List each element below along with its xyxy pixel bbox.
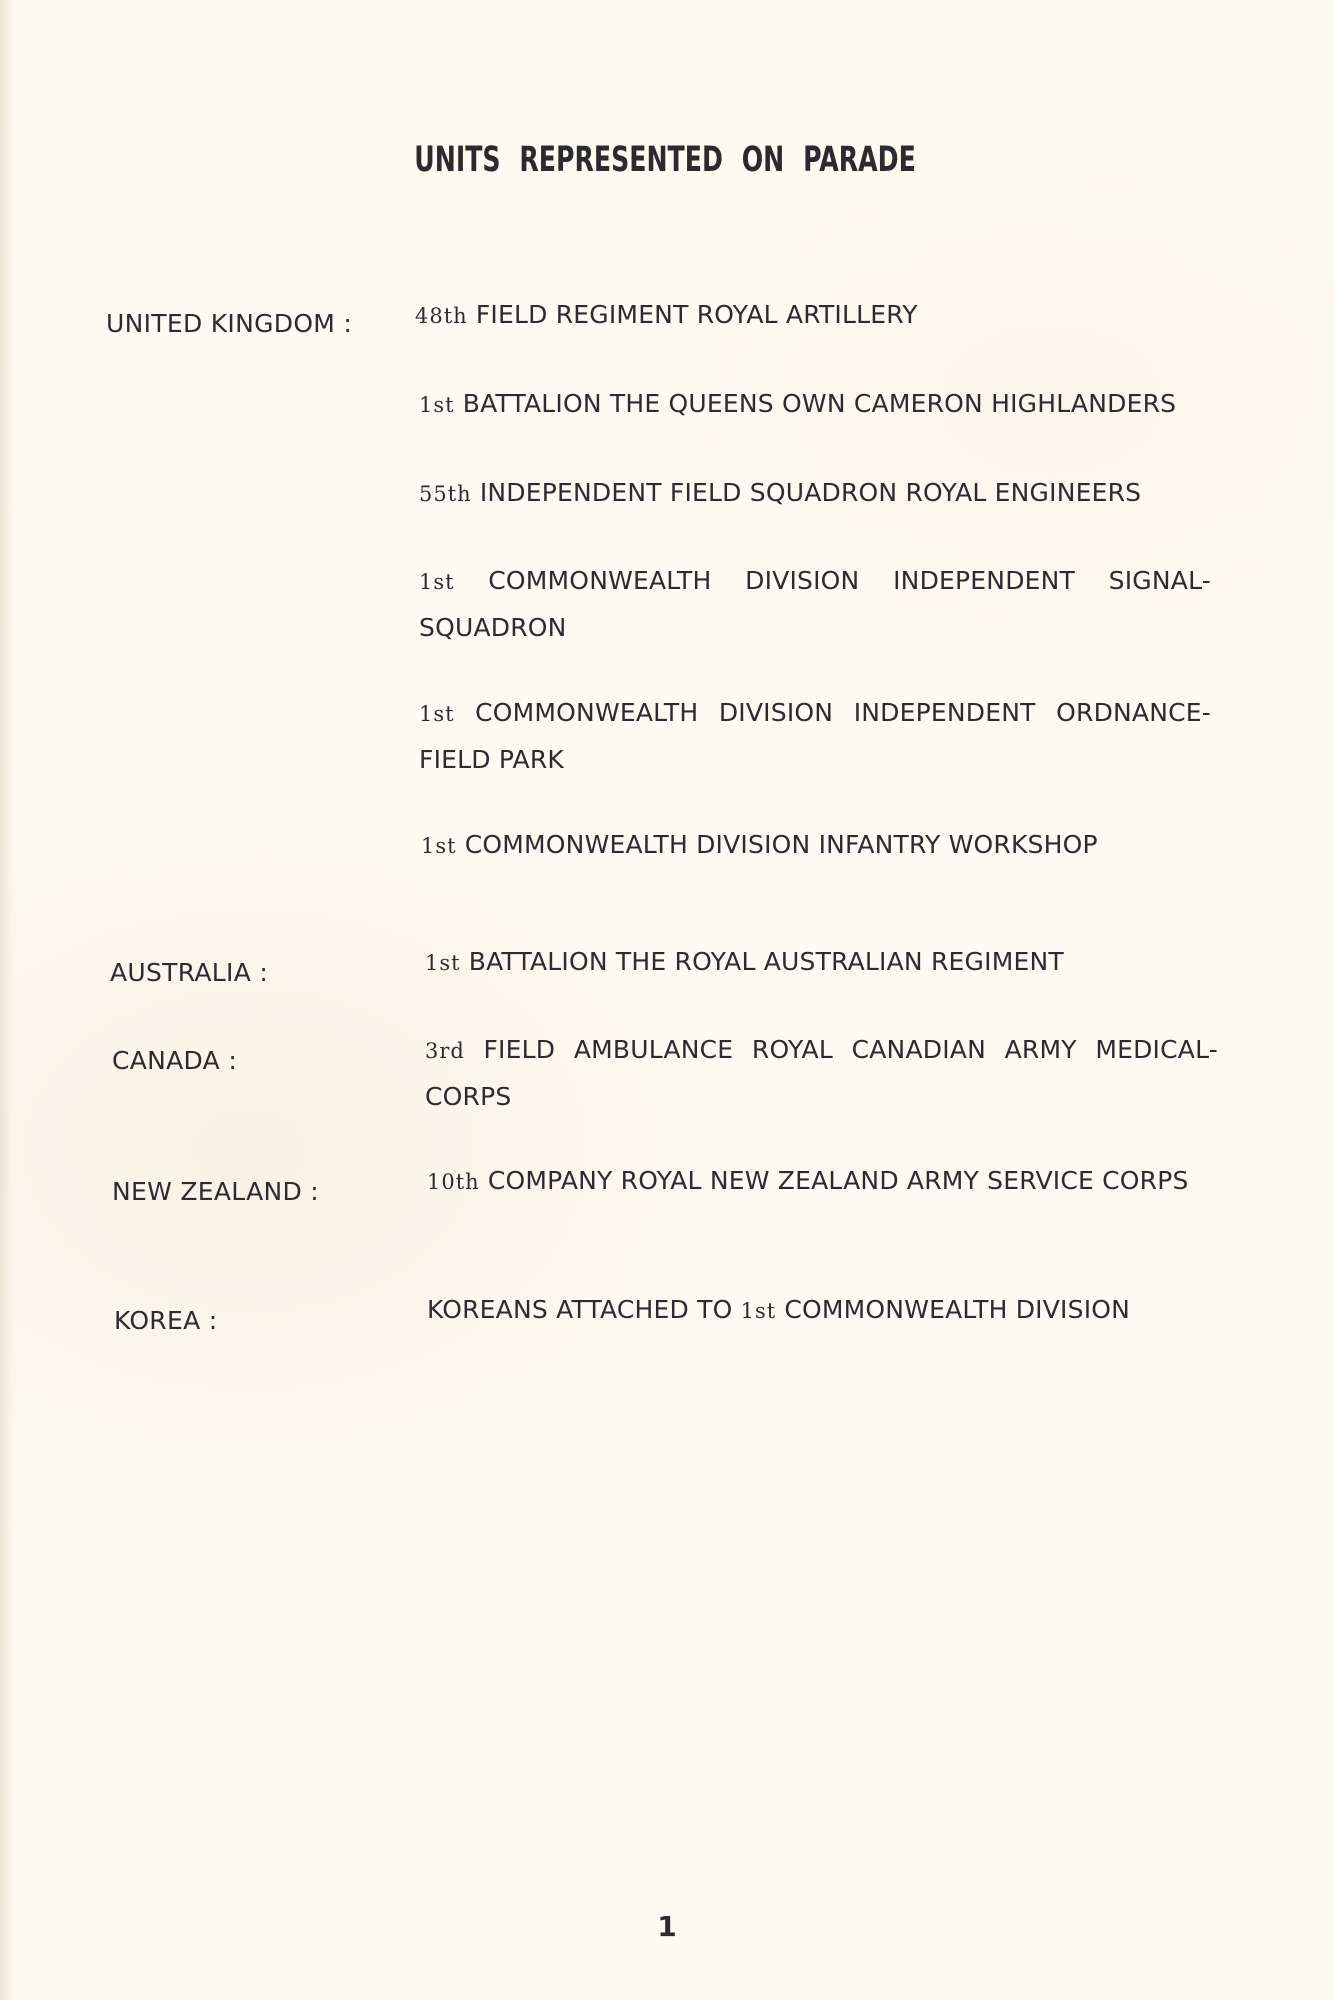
unit-entry xyxy=(425,1027,1218,1120)
unit-name: INDEPENDENT FIELD SQUADRON ROYAL ENGINEERS xyxy=(471,478,1142,507)
unit-entry xyxy=(419,470,1209,517)
unit-entry xyxy=(427,1158,1227,1205)
unit-name: COMPANY ROYAL NEW ZEALAND ARMY SERVICE CORPS xyxy=(479,1166,1189,1195)
unit-name: COMMONWEALTH DIVISION INDEPENDENT ORDNANCE- xyxy=(454,698,1211,727)
unit-ordinal: 55th xyxy=(419,482,472,506)
unit-ordinal: 1st xyxy=(740,1299,777,1323)
unit-line-2: FIELD PARK xyxy=(419,745,565,774)
unit-name: FIELD REGIMENT ROYAL ARTILLERY xyxy=(467,300,918,329)
unit-name: FIELD AMBULANCE ROYAL CANADIAN ARMY MEDICAL- xyxy=(464,1035,1218,1064)
unit-line-1 xyxy=(425,1027,1218,1074)
unit-name: COMMONWEALTH DIVISION INFANTRY WORKSHOP xyxy=(456,830,1098,859)
unit-name: BATTALION THE ROYAL AUSTRALIAN REGIMENT xyxy=(460,947,1064,976)
unit-entry xyxy=(419,381,1209,428)
country-label-australia: AUSTRALIA : xyxy=(110,958,269,987)
country-label-canada: CANADA : xyxy=(112,1046,238,1075)
unit-entry xyxy=(421,822,1211,869)
country-label-new-zealand: NEW ZEALAND : xyxy=(112,1177,320,1206)
page-edge-shadow xyxy=(0,0,14,2000)
unit-ordinal: 1st xyxy=(419,702,455,726)
page-title: UNITS REPRESENTED ON PARADE xyxy=(414,140,916,180)
unit-ordinal: 1st xyxy=(421,834,457,858)
unit-name: COMMONWEALTH DIVISION xyxy=(776,1295,1131,1324)
unit-ordinal: 1st xyxy=(419,570,455,594)
unit-line-1 xyxy=(419,558,1211,605)
unit-entry xyxy=(419,558,1211,651)
unit-ordinal: 10th xyxy=(427,1170,480,1194)
unit-line-2: SQUADRON xyxy=(419,613,567,642)
unit-entry xyxy=(415,292,1205,339)
unit-line-2: CORPS xyxy=(425,1082,512,1111)
unit-name-prefix: KOREANS ATTACHED TO xyxy=(427,1295,741,1324)
unit-entry xyxy=(427,1287,1217,1334)
unit-ordinal: 48th xyxy=(415,304,468,328)
country-label-united-kingdom: UNITED KINGDOM : xyxy=(106,309,353,338)
unit-name: BATTALION THE QUEENS OWN CAMERON HIGHLANDERS xyxy=(454,389,1177,418)
unit-ordinal: 1st xyxy=(419,393,455,417)
country-label-korea: KOREA : xyxy=(114,1306,218,1335)
page-number: 1 xyxy=(657,1910,677,1943)
unit-name: COMMONWEALTH DIVISION INDEPENDENT SIGNAL- xyxy=(454,566,1211,595)
unit-entry xyxy=(419,690,1211,783)
unit-ordinal: 3rd xyxy=(425,1039,465,1063)
unit-line-1 xyxy=(419,690,1211,737)
unit-entry xyxy=(425,939,1215,986)
unit-ordinal: 1st xyxy=(425,951,461,975)
